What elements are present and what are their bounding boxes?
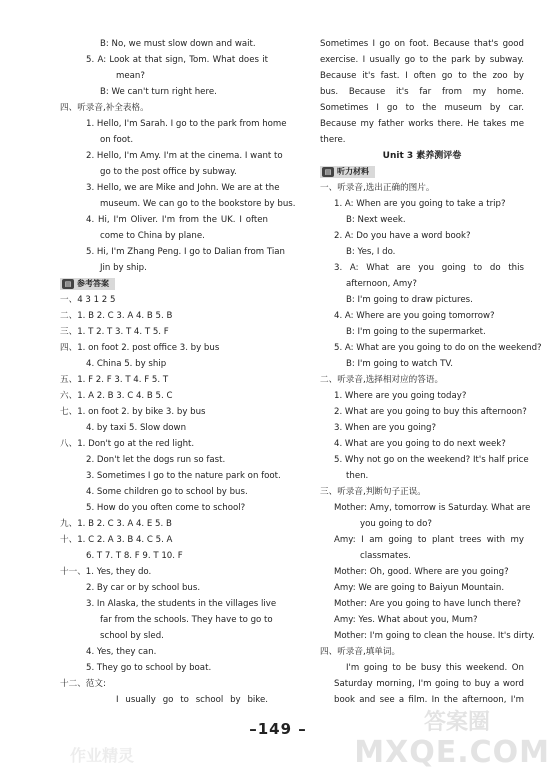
text-line: then. xyxy=(346,471,369,481)
text-line: Because it's fast. I often go to the zoo by xyxy=(320,71,524,81)
text-line: 4. A: Where are you going tomorrow? xyxy=(334,311,495,321)
section-tag-icon: ▤ xyxy=(322,167,334,177)
text-line: there. xyxy=(320,135,346,145)
text-line: I'm going to be busy this weekend. On xyxy=(346,663,524,673)
text-line: 3. Hello, we are Mike and John. We are at the xyxy=(86,183,280,193)
text-line: exercise. I usually go to the park by subway. xyxy=(320,55,524,65)
text-line: 2. What are you going to buy this afternoon? xyxy=(334,407,527,417)
text-line: museum. We can go to the bookstore by bus. xyxy=(100,199,296,209)
text-line: Sometimes I go on foot. Because that's good xyxy=(320,39,524,49)
text-line: 四、听录音,填单词。 xyxy=(320,647,401,657)
text-line: 八、1. Don't go at the red light. xyxy=(60,439,195,449)
text-line: 十二、范文: xyxy=(60,679,106,689)
text-line: Jin by ship. xyxy=(100,263,147,273)
text-line: Amy: Yes. What about you, Mum? xyxy=(334,615,478,625)
section-label xyxy=(320,164,524,180)
text-line: 十、1. C 2. A 3. B 4. C 5. A xyxy=(60,535,173,545)
text-line: go to the post office by subway. xyxy=(100,167,237,177)
text-line: B: Yes, I do. xyxy=(346,247,396,257)
text-line: bus. Because it's far from my home. xyxy=(320,87,524,97)
text-line: B: Next week. xyxy=(346,215,406,225)
text-line: 4. China 5. by ship xyxy=(86,359,167,369)
section-label-text: 听力材料 xyxy=(337,167,369,176)
text-line: 4. Yes, they can. xyxy=(86,647,157,657)
text-line: 六、1. A 2. B 3. C 4. B 5. C xyxy=(60,391,173,401)
text-line: B: I'm going to draw pictures. xyxy=(346,295,473,305)
text-line: 3. In Alaska, the students in the villages live xyxy=(86,599,277,609)
text-line: 5. A: Look at that sign, Tom. What does it xyxy=(86,55,268,65)
section-label-box xyxy=(320,166,375,178)
text-line: come to China by plane. xyxy=(100,231,205,241)
section-label-text: 参考答案 xyxy=(77,279,109,288)
text-line: B: We can't turn right here. xyxy=(100,87,217,97)
text-line: 一、4 3 1 2 5 xyxy=(60,295,116,305)
text-line: 2. A: Do you have a word book? xyxy=(334,231,471,241)
text-line: Mother: I'm going to clean the house. It's dirty. xyxy=(334,631,535,641)
text-line: 九、1. B 2. C 3. A 4. E 5. B xyxy=(60,519,172,529)
text-line: 5. They go to school by boat. xyxy=(86,663,212,673)
text-line: on foot. xyxy=(100,135,134,145)
corner-stamp: 作业精灵 xyxy=(70,746,135,765)
watermark-text: MXQE.COM xyxy=(354,735,550,770)
text-line: school by sled. xyxy=(100,631,164,641)
text-line: 2. By car or by school bus. xyxy=(86,583,201,593)
text-line: 二、1. B 2. C 3. A 4. B 5. B xyxy=(60,311,173,321)
text-line: 一、听录音,选出正确的图片。 xyxy=(320,183,435,193)
text-line: Mother: Are you going to have lunch there? xyxy=(334,599,521,609)
text-line: 七、1. on foot 2. by bike 3. by bus xyxy=(60,407,206,417)
text-line: 1. Where are you going today? xyxy=(334,391,467,401)
text-line: 十一、1. Yes, they do. xyxy=(60,567,152,577)
text-line: 五、1. F 2. F 3. T 4. F 5. T xyxy=(60,375,169,385)
left-column xyxy=(60,36,296,708)
text-line: Saturday morning, I'm going to buy a word xyxy=(334,679,524,689)
text-line: 四、1. on foot 2. post office 3. by bus xyxy=(60,343,220,353)
text-line: 5. Why not go on the weekend? It's half price xyxy=(334,455,529,465)
text-line: afternoon, Amy? xyxy=(346,279,417,289)
text-line: far from the schools. They have to go to xyxy=(100,615,273,625)
section-label xyxy=(60,276,268,292)
text-line: 1. Hello, I'm Sarah. I go to the park from home xyxy=(86,119,287,129)
section-tag-icon: ▤ xyxy=(62,279,74,289)
text-line: B: I'm going to the supermarket. xyxy=(346,327,486,337)
text-line: Mother: Oh, good. Where are you going? xyxy=(334,567,509,577)
text-line: 2. Don't let the dogs run so fast. xyxy=(86,455,226,465)
text-line: B: I'm going to watch TV. xyxy=(346,359,453,369)
text-line: 5. A: What are you going to do on the weekend? xyxy=(334,343,542,353)
text-line: Amy: We are going to Baiyun Mountain. xyxy=(334,583,505,593)
unit-title: Unit 3 素养测评卷 xyxy=(382,151,462,161)
text-line: 四、听录音,补全表格。 xyxy=(60,103,149,113)
text-line: mean? xyxy=(116,71,145,81)
text-line: 3. When are you going? xyxy=(334,423,437,433)
text-line: 4. by taxi 5. Slow down xyxy=(86,423,187,433)
text-line: Mother: Amy, tomorrow is Saturday. What are xyxy=(334,503,531,513)
text-line: 6. T 7. T 8. F 9. T 10. F xyxy=(86,551,183,561)
text-line: 4. Hi, I'm Oliver. I'm from the UK. I often xyxy=(86,215,268,225)
text-line: 3. Sometimes I go to the nature park on foot. xyxy=(86,471,281,481)
text-line: 5. How do you often come to school? xyxy=(86,503,246,513)
text-line: 1. A: When are you going to take a trip? xyxy=(334,199,506,209)
right-column xyxy=(320,36,542,708)
text-line: B: No, we must slow down and wait. xyxy=(100,39,256,49)
text-line: 三、1. T 2. T 3. T 4. T 5. F xyxy=(60,327,169,337)
section-label-box xyxy=(60,278,115,290)
text-line: classmates. xyxy=(360,551,411,561)
text-line: 4. What are you going to do next week? xyxy=(334,439,506,449)
text-line: book and see a film. In the afternoon, I'm xyxy=(334,695,524,705)
text-line: 二、听录音,选择相对应的答语。 xyxy=(320,375,444,385)
text-line: you going to do? xyxy=(360,519,432,529)
watermark-badge: 答案圈 xyxy=(423,710,490,735)
text-line: 4. Some children go to school by bus. xyxy=(86,487,248,497)
text-line: Because my father works there. He takes me xyxy=(320,119,524,129)
text-line: Sometimes I go to the museum by car. xyxy=(320,103,524,113)
text-line: 3. A: What are you going to do this xyxy=(334,263,524,273)
text-line: 2. Hello, I'm Amy. I'm at the cinema. I want to xyxy=(86,151,283,161)
text-line: Amy: I am going to plant trees with my xyxy=(334,535,524,545)
text-line: 5. Hi, I'm Zhang Peng. I go to Dalian from Tian xyxy=(86,247,285,257)
text-line: I usually go to school by bike. xyxy=(116,695,268,705)
page-number: –149 – xyxy=(249,720,307,738)
text-line: 三、听录音,判断句子正误。 xyxy=(320,487,426,497)
